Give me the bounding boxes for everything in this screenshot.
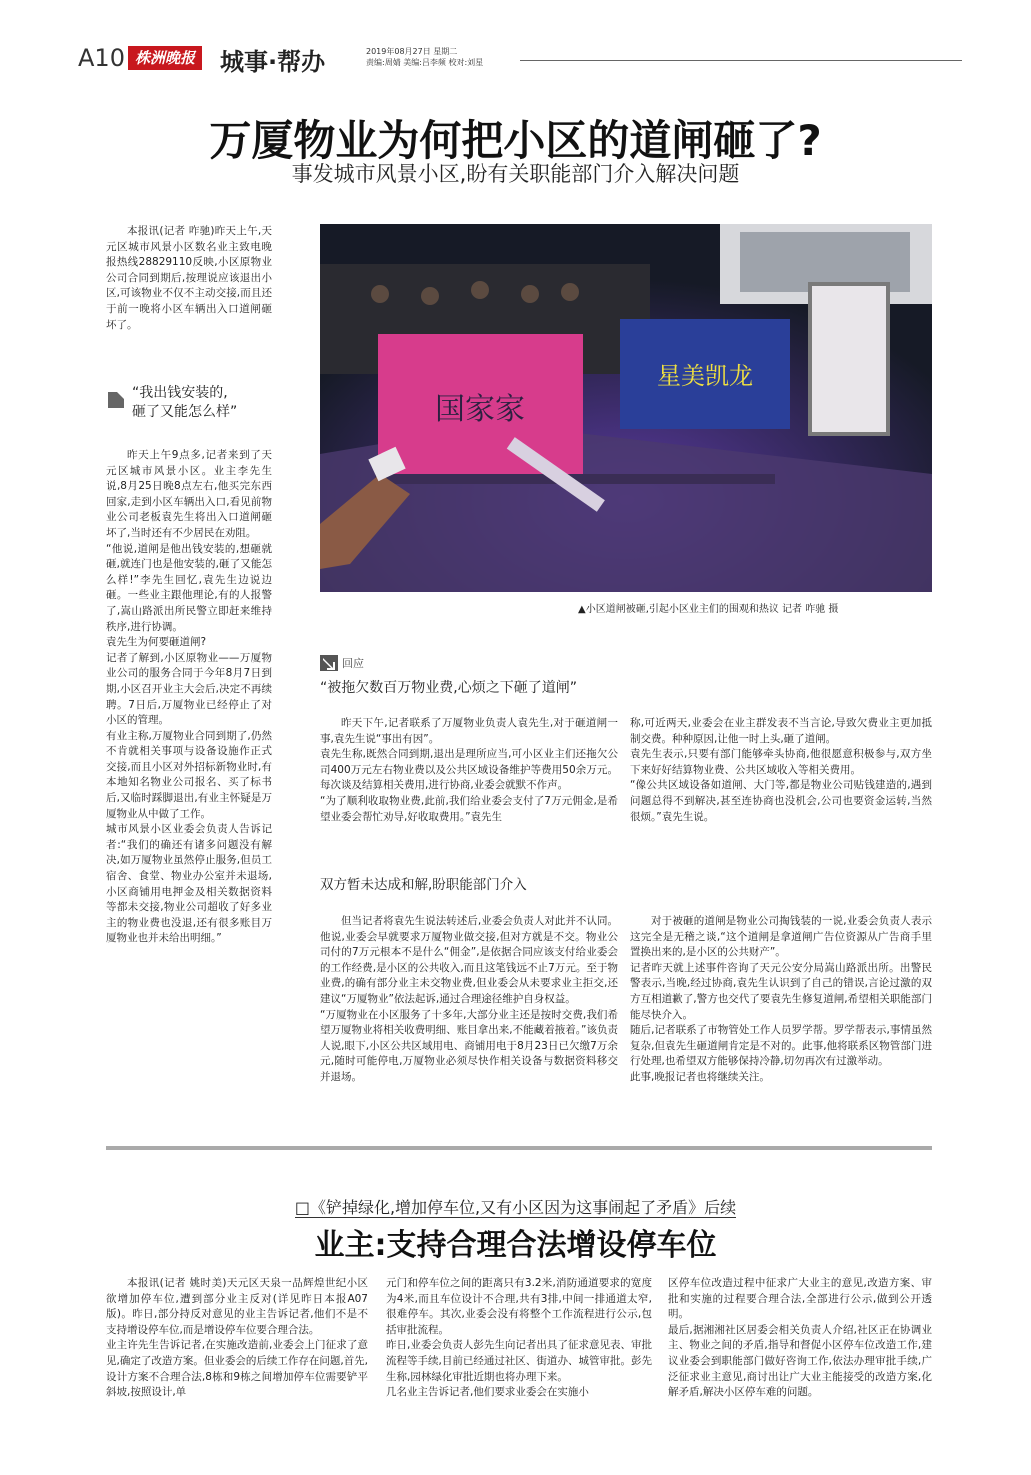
followup-label: [0, 1195, 1031, 1218]
pull-quote: “我出钱安装的, 砸了又能怎么样”: [132, 385, 238, 420]
issue-meta: [366, 46, 483, 68]
photo-banner-1: 国家家: [435, 392, 525, 427]
section-title: 城事·帮办: [220, 48, 326, 76]
article2-headline: 业主:支持合理合法增设停车位: [314, 1228, 717, 1263]
article-headline: 万厦物业为何把小区的道闸砸了?: [209, 116, 822, 165]
masthead-rule: [520, 60, 962, 61]
newspaper-logo: 株洲晚报: [128, 46, 202, 70]
photo-caption: ▲小区道闸被砸,引起小区业主们的围观和热议 记者 咋驰 摄: [578, 604, 839, 615]
followup-text: □《铲掉绿化,增加停车位,又有小区因为这事闹起了矛盾》后续: [294, 1198, 737, 1217]
article2-column-2: 元门和停车位之间的距离只有3.2米,消防通道要求的宽度为4米,而且车位设计不合理,共有3排,中间一排通道太窄,很难停车。其次,业委会没有将整个工作流程进行公示,包括审批流程。 昨日,业委会负责人彭先生向记者出具了征求意见表、审批流程等手续,目前已经通过社区、街道办、城管审批。彭先生称,园林绿化审批近期也将办理下来。 几名业主告诉记者,他们要求业委会在实施小: [386, 1277, 652, 1399]
issue-date: 2019年08月27日 星期二: [366, 47, 458, 56]
article-subheadline: 事发城市风景小区,盼有关职能部门介入解决问题: [291, 162, 740, 186]
response-column-1: 昨天下午,记者联系了万厦物业负责人袁先生,对于砸道闸一事,袁先生说“事出有因”。 袁先生称,既然合同到期,退出是理所应当,可小区业主们还拖欠公司400万元左右物业费以及公共区域设备维护等费用50余万元。每次谈及结算相关费用,进行协商,业委会就默不作声。 “为了顺利收取物业费,此前,我们给业委会支付了7万元佣金,是希望业委会帮忙劝导,好收取费用。”袁先生: [320, 717, 618, 823]
response-label: 回应: [342, 657, 364, 670]
article-divider: [106, 1146, 932, 1150]
photo-illustration: [320, 224, 932, 592]
subsection-column-2: 对于被砸的道闸是物业公司掏钱装的一说,业委会负责人表示这完全是无稽之谈,“这个道闸是拿道闸广告位资源从广告商手里置换出来的,是小区的公共财产”。 记者昨天就上述事件咨询了天元公安分局嵩山路派出所。出警民警表示,当晚,经过协商,袁先生认识到了自己的错误,言论过激的双方互相道歉了,警方也交代了要袁先生修复道闸,希望相关职能部门能尽快介入。 随后,记者联系了市物管处工作人员罗学帮。罗学帮表示,事情虽然复杂,但袁先生砸道闸肯定是不对的。此事,他将联系区物管部门进行处理,也希望双方能够保持冷静,切勿再次有过激举动。 此事,晚报记者也将继续关注。: [630, 915, 932, 1083]
subsection-column-1: 但当记者将袁先生说法转述后,业委会负责人对此并不认同。他说,业委会早就要求万厦物业做交接,但对方就是不交。物业公司付的7万元根本不是什么“佣金”,是依据合同应该支付给业委会的工作经费,是小区的公共收入,而且这笔钱远不止7万元。至于物业费,的确有部分业主未交物业费,但业委会从未要求业主拒交,还建议“万厦物业”依法起诉,通过合理途径维护自身权益。 “万厦物业在小区服务了十多年,大部分业主还是按时交费,我们希望万厦物业将相关收费明细、账目拿出来,不能藏着掖着。”该负责人说,眼下,小区公共区域用电、商铺用电于8月23日已欠缴7万余元,随时可能停电,万厦物业必须尽快作相关设备与数据资料移交并退场。: [320, 915, 618, 1083]
news-photo: [320, 224, 932, 592]
article2-column-3: 区停车位改造过程中征求广大业主的意见,改造方案、审批和实施的过程要合理合法,全部进行公示,做到公开透明。 最后,据湘湘社区居委会相关负责人介绍,社区正在协调业主、物业之间的矛盾,指导和督促小区停车位改造工作,建议业委会到职能部门做好咨询工作,依法办理审批手续,广泛征求业主意见,商讨出让广大业主能接受的改造方案,化解矛盾,解决小区停车难的问题。: [668, 1277, 932, 1399]
subsection-title: 双方暂未达成和解,盼职能部门介入: [320, 877, 527, 893]
photo-banner-2: 星美凯龙: [657, 362, 753, 390]
editor-credits: 责编:周婧 美编:吕李频 校对:刘星: [366, 58, 484, 67]
article2-column-1: 本报讯(记者 姚时美)天元区天泉一品辉煌世纪小区欲增加停车位,遭到部分业主反对(详见昨日本报A07版)。昨日,部分持反对意见的业主告诉记者,他们不是不支持增设停车位,而是增设停车位要合理合法。 业主许先生告诉记者,在实施改造前,业委会上门征求了意见,确定了改造方案。但业委会的后续工作存在问题,首先,设计方案不合理合法,8栋和9栋之间增加停车位需要铲平斜坡,按照设计,单: [106, 1277, 369, 1399]
article-column-1: 昨天上午9点多,记者来到了天元区城市风景小区。业主李先生说,8月25日晚8点左右,他买完东西回家,走到小区车辆出入口,看见前物业公司老板袁先生将出入口道闸砸坏了,当时还有不少居民在劝阻。 “他说,道闸是他出钱安装的,想砸就砸,就连门也是他安装的,砸了又能怎么样!”李先生回忆,袁先生边说边砸。一些业主跟他理论,有的人报警了,嵩山路派出所民警立即赶来维持秩序,进行协调。 袁先生为何要砸道闸? 记者了解到,小区原物业——万厦物业公司的服务合同于今年8月7日到期,小区召开业主大会后,决定不再续聘。7日后,万厦物业已经停止了对小区的管理。 有业主称,万厦物业合同到期了,仍然不肯就相关事项与设备设施作正式交接,而且小区对外招标新物业时,有本地知名物业公司报名、买了标书后,又临时踩脚退出,有业主怀疑是万厦物业从中做了工作。 城市风景小区业委会负责人告诉记者:“我们的确还有诸多问题没有解决,如万厦物业虽然停止服务,但员工宿舍、食堂、物业办公室并未退场,小区商铺用电押金及相关数据资料等都未交接,物业公司超收了好多业主的物业费也没退,还有很多账目万厦物业也并未给出明细。”: [106, 449, 272, 945]
page-number: A10: [78, 44, 125, 72]
quote-corner-icon: [108, 392, 124, 408]
response-column-2: 称,可近两天,业委会在业主群发表不当言论,导致欠费业主更加抵制交费。种种原因,让他一时上头,砸了道闸。 袁先生表示,只要有部门能够牵头协商,他很愿意积极参与,双方坐下来好好结算物业费、公共区域收入等相关费用。 “像公共区域设备如道闸、大门等,都是物业公司贴钱建造的,遇到问题总得不到解决,甚至连协商也没机会,公司也要资金运转,当然很烦。”袁先生说。: [630, 717, 932, 823]
response-title: “被拖欠数百万物业费,心烦之下砸了道闸”: [320, 680, 577, 696]
article-lead: 本报讯(记者 咋驰)昨天上午,天元区城市风景小区数名业主致电晚报热线28829110反映,小区原物业公司合同到期后,按理说应该退出小区,可该物业不仅不主动交接,而且还于前一晚将小区车辆出入口道闸砸坏了。: [106, 225, 272, 331]
response-arrow-icon: [320, 655, 338, 671]
